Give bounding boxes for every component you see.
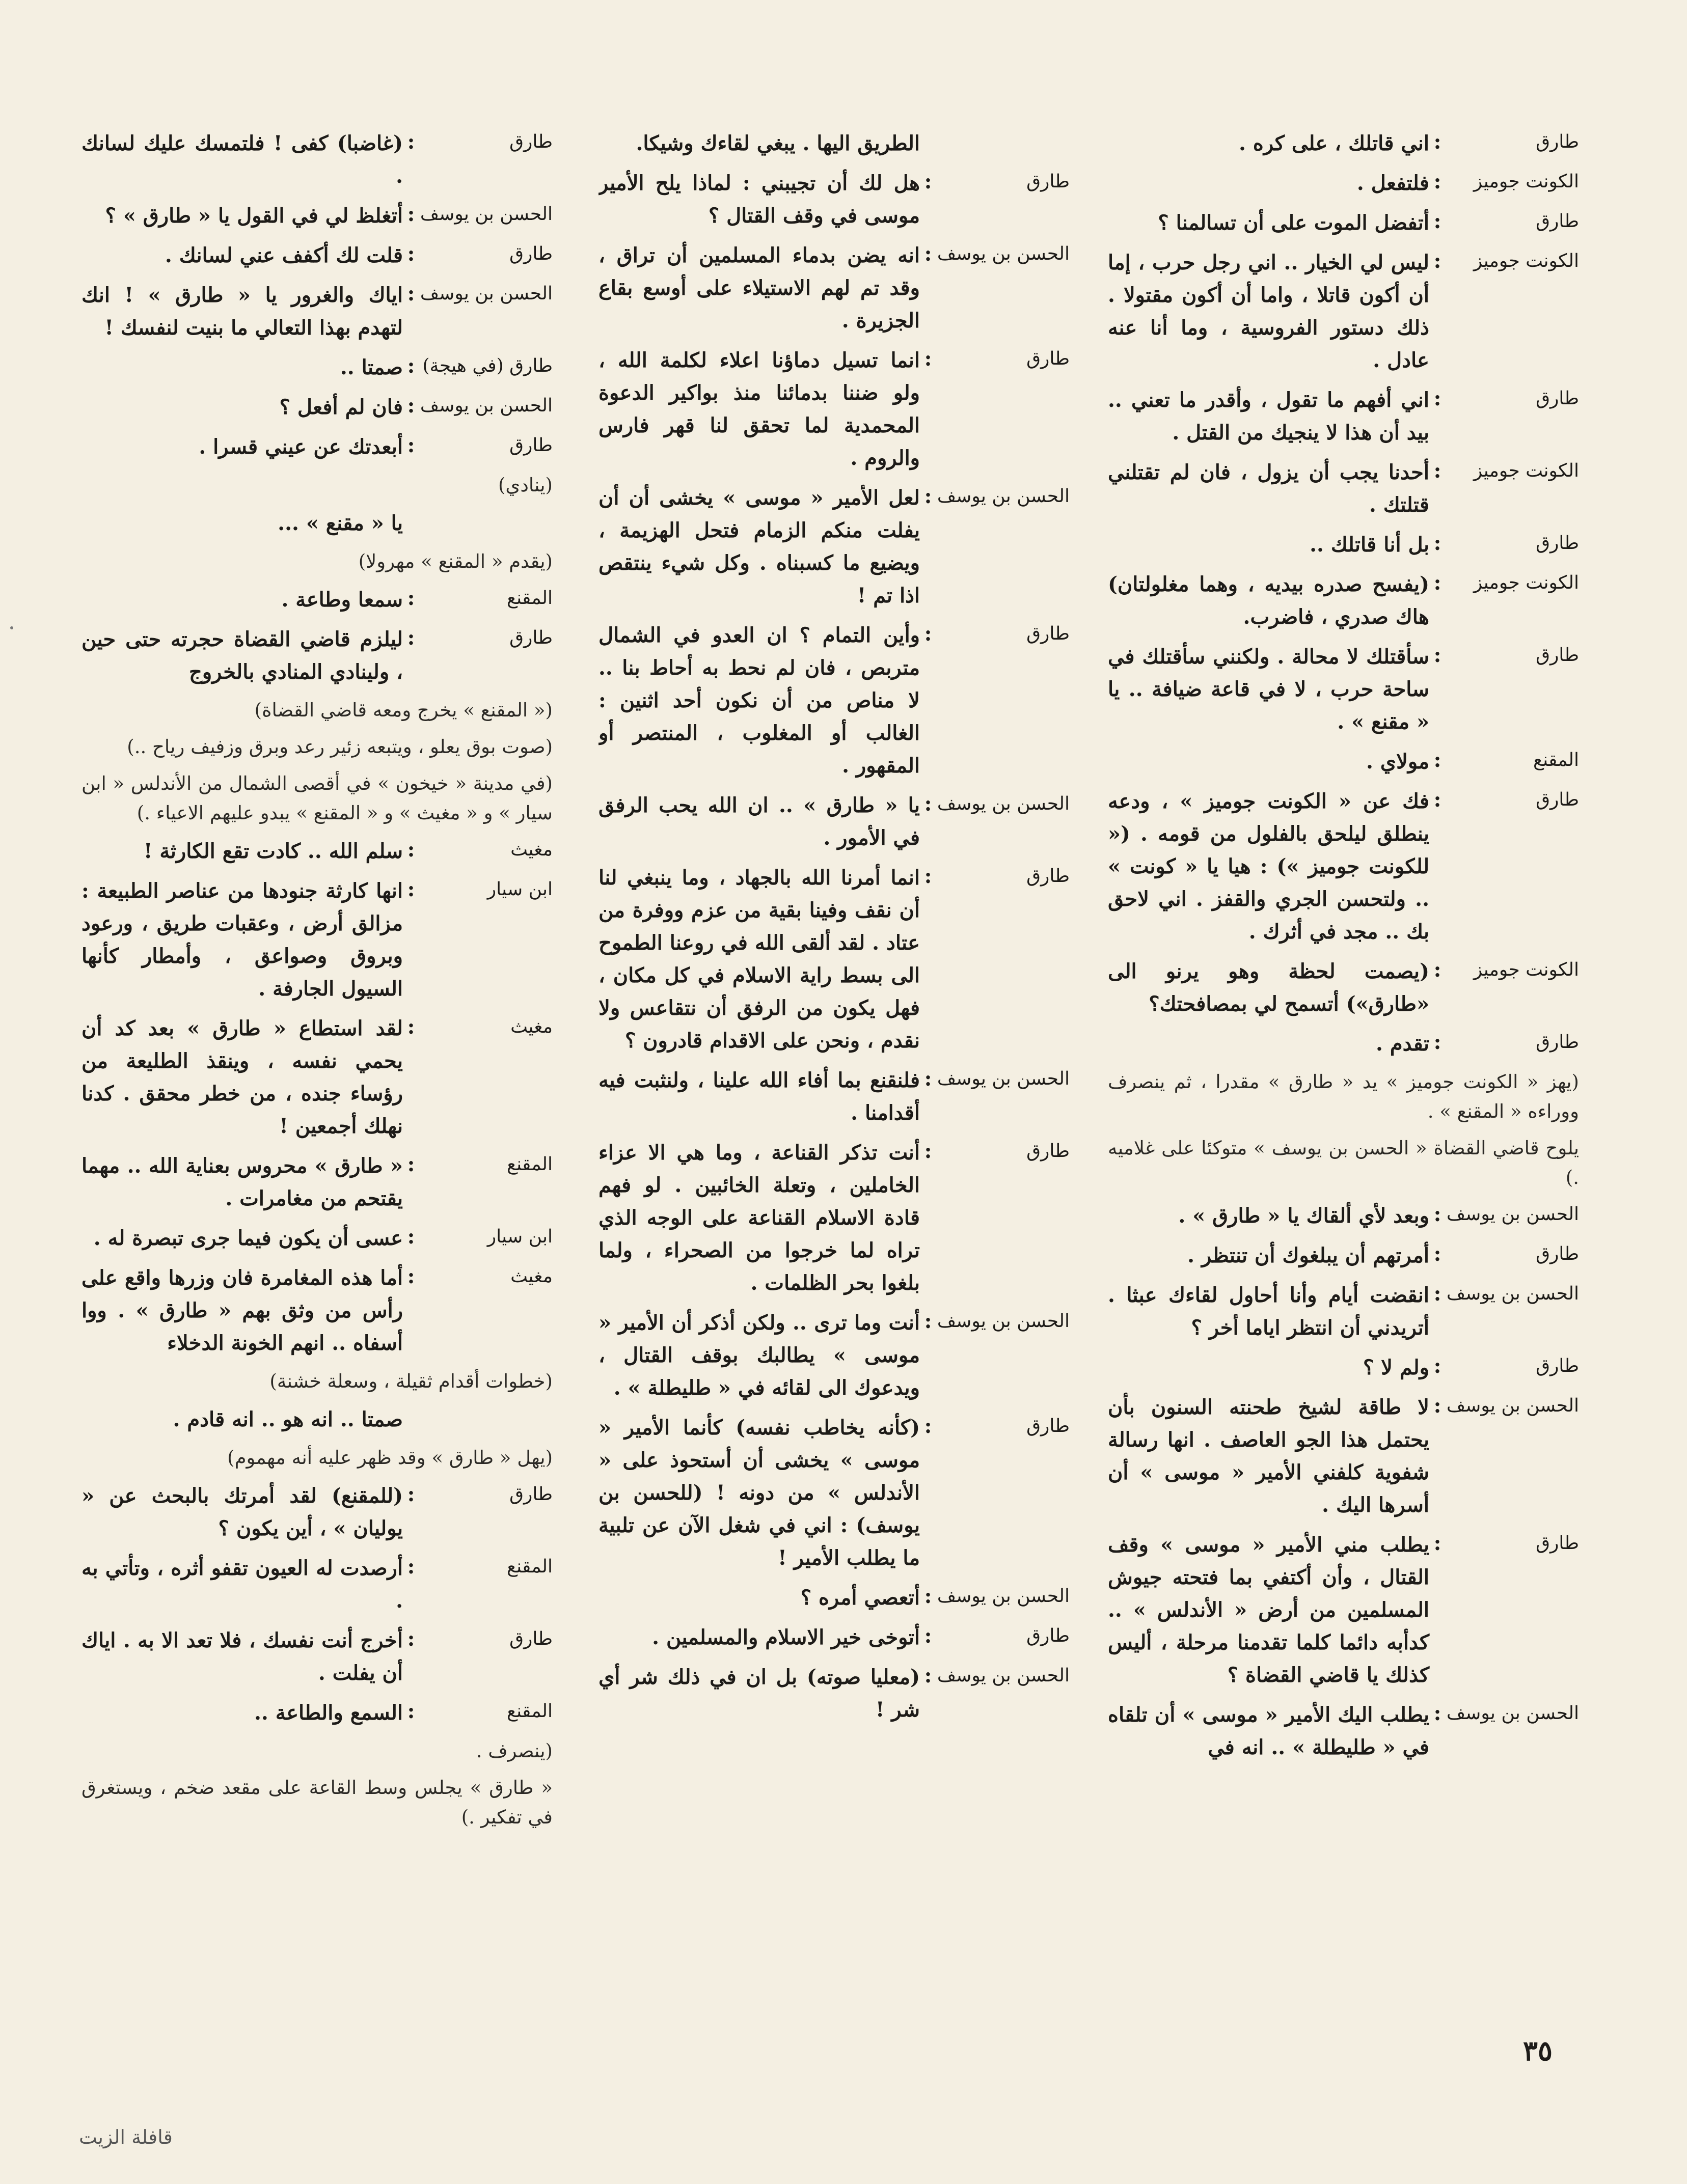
dialogue-line	[1108, 384, 1579, 449]
margin-speck	[10, 626, 13, 629]
dialogue-line	[598, 862, 1070, 1057]
stage-direction: (يهل « طارق » وقد ظهر عليه أنه مهموم)	[227, 1447, 553, 1469]
dialogue-line	[81, 127, 553, 192]
speech-text: بل أنا قاتلك ..	[1310, 533, 1429, 557]
speech-text: أمرتهم أن يبلغوك أن تنتظر .	[1187, 1243, 1429, 1267]
speaker-name: الكونت جوميز	[1473, 959, 1579, 980]
speech-text: لا طاقة لشيخ طحنته السنون بأن يحتمل هذا الجو العاصف . انها رسالة شفوية كلفني الأمير « موسى » أن أسرها اليك .	[1108, 1395, 1429, 1517]
speech-text: أتعصي أمره ؟	[800, 1586, 920, 1610]
speaker-colon: :	[407, 1152, 415, 1176]
speaker-name: طارق (في هيجة)	[422, 355, 553, 376]
speech-text: الطريق اليها . يبغي لقاءك وشيكا.	[636, 131, 920, 155]
speaker-colon: :	[1433, 1394, 1441, 1418]
stage-direction: (يقدم « المقنع » مهرولا)	[358, 550, 553, 572]
speaker-colon: :	[924, 170, 932, 193]
speaker-colon: :	[1433, 748, 1441, 772]
speaker-colon: :	[1433, 130, 1441, 154]
speaker-name: طارق	[1536, 1243, 1579, 1264]
speaker-name: طارق	[509, 1484, 553, 1505]
speaker-colon: :	[924, 1309, 932, 1333]
speaker-colon: :	[407, 1264, 415, 1288]
speech-text: أنت تذكر القناعة ، وما هي الا عزاء الخاملين ، وتعلة الخائبين . لو فهم قادة الاسلام القناعة على الوجه الذي تراه لما خرجوا من الصحراء ، ولما بلغوا بحر الظلمات .	[598, 1141, 920, 1295]
dialogue-line	[1108, 246, 1579, 377]
speaker-name: الحسن بن يوسف	[1446, 1395, 1579, 1416]
speaker-colon: :	[407, 1015, 415, 1039]
speaker-name: طارق	[509, 131, 553, 152]
speech-text: اني قاتلك ، على كره .	[1239, 131, 1429, 155]
page-number: ٣٥	[1523, 2034, 1553, 2067]
stage-direction: (ينادي)	[498, 474, 553, 496]
dialogue-line	[81, 431, 553, 463]
dialogue-line	[81, 1552, 553, 1617]
speaker-colon: :	[1433, 1282, 1441, 1306]
speech-text: انها كارثة جنودها من عناصر الطبيعة : مزالق أرض ، وعقبات طريق ، ورعود وبروق وصواعق ، وأمطار كأنها السيول الجارفة .	[81, 879, 403, 1001]
dialogue-line	[81, 279, 553, 344]
speaker-colon: :	[924, 1414, 932, 1438]
speaker-name: طارق	[1026, 623, 1070, 644]
speech-text: فان لم أفعل ؟	[279, 395, 403, 419]
dialogue-line	[81, 351, 553, 384]
speaker-name: مغيث	[510, 1016, 553, 1037]
speaker-colon: :	[924, 242, 932, 266]
speaker-colon: :	[407, 877, 415, 901]
speech-text: أتغلظ لي في القول يا « طارق » ؟	[105, 204, 403, 228]
speaker-colon: :	[1433, 1030, 1441, 1054]
speech-text: « طارق » محروس بعناية الله .. مهما يقتحم من مغامرات .	[81, 1154, 403, 1210]
dialogue-line	[81, 1150, 553, 1215]
speech-text: أرصدت له العيون تقفو أثره ، وتأتي به .	[81, 1556, 403, 1613]
speaker-colon: :	[407, 354, 415, 378]
magazine-name: قافلة الزيت	[79, 2126, 173, 2148]
speaker-name: طارق	[1536, 533, 1579, 554]
dialogue-line	[81, 391, 553, 424]
speaker-colon: :	[924, 484, 932, 508]
dialogue-line	[1108, 1028, 1579, 1060]
stage-direction: (خطوات أقدام ثقيلة ، وسعلة خشنة)	[269, 1370, 553, 1392]
speech-text: فك عن « الكونت جوميز » ، ودعه ينطلق ليلحق بالفلول من قومه . (« للكونت جوميز ») : هيا يا « كونت » .. ولتحسن الجري والقفز . اني لاحق بك .. مجد في أثرك .	[1108, 789, 1429, 944]
speaker-colon: :	[1433, 788, 1441, 812]
speech-text: فلتفعل .	[1356, 171, 1429, 195]
speaker-colon: :	[407, 394, 415, 418]
dialogue-line	[1108, 127, 1579, 160]
speech-text: أنت وما ترى .. ولكن أذكر أن الأمير « موسى » يطالبك بوقف القتال ، ويدعوك الى لقائه في « طليطلة » .	[598, 1311, 920, 1400]
speech-text: ولم لا ؟	[1363, 1356, 1429, 1379]
speaker-colon: :	[1433, 209, 1441, 233]
stage-direction: (ينصرف .	[476, 1740, 553, 1762]
speaker-name: المقنع	[506, 1701, 553, 1722]
speaker-colon: :	[924, 1624, 932, 1648]
continued-speech	[81, 507, 553, 540]
speech-text: وبعد لأي ألقاك يا « طارق » .	[1178, 1204, 1429, 1228]
speaker-colon: :	[407, 626, 415, 650]
speaker-colon: :	[407, 130, 415, 154]
speech-text: أبعدتك عن عيني قسرا .	[199, 435, 403, 459]
speaker-name: طارق	[1536, 1356, 1579, 1376]
dialogue-line	[1108, 456, 1579, 521]
speaker-name: ابن سيار	[487, 1226, 553, 1247]
dialogue-line	[81, 1262, 553, 1360]
speaker-colon: :	[407, 838, 415, 862]
speech-text: يا « طارق » .. ان الله يحب الرفق في الأمور .	[598, 793, 920, 850]
speaker-colon: :	[407, 433, 415, 457]
dialogue-line	[1108, 955, 1579, 1020]
speaker-name: طارق	[1026, 171, 1070, 192]
speech-text: صمتا ..	[340, 355, 403, 379]
speaker-name: الحسن بن يوسف	[937, 1665, 1070, 1686]
speaker-name: مغيث	[510, 839, 553, 860]
speaker-name: طارق	[1026, 1625, 1070, 1646]
speech-text: (يفسح صدره بيديه ، وهما مغلولتان) هاك صدري ، فاضرب.	[1108, 572, 1429, 629]
speaker-colon: :	[407, 202, 415, 226]
speech-text: أما هذه المغامرة فان وزرها واقع على رأس من وثق بهم « طارق » . ووا أسفاه .. انهم الخونة الدخلاء	[81, 1266, 403, 1355]
speaker-colon: :	[1433, 170, 1441, 193]
speech-text: انما تسيل دماؤنا اعلاء لكلمة الله ، ولو ضننا بدمائنا منذ بواكير الدعوة المحمدية لما تحقق لنا قهر فارس والروم .	[598, 348, 920, 470]
speaker-name: طارق	[1536, 1032, 1579, 1053]
speaker-colon: :	[1433, 1354, 1441, 1378]
dialogue-line	[1108, 529, 1579, 561]
speech-text: فلنقنع بما أفاء الله علينا ، ولنثبت فيه أقدامنا .	[598, 1068, 920, 1125]
speaker-name: الحسن بن يوسف	[937, 1586, 1070, 1607]
speaker-colon: :	[407, 1699, 415, 1723]
speaker-name: الحسن بن يوسف	[420, 204, 553, 225]
speaker-colon: :	[407, 242, 415, 266]
dialogue-line	[1108, 167, 1579, 200]
dialogue-line	[81, 1624, 553, 1690]
dialogue-line	[81, 1480, 553, 1545]
dialogue-line	[598, 167, 1070, 232]
speech-text: انقضت أيام وأنا أحاول لقاءك عبثا . أتريدني أن انتظر اياما أخر ؟	[1108, 1283, 1429, 1340]
dialogue-line	[598, 344, 1070, 475]
speech-text: اني أفهم ما تقول ، وأقدر ما تعني .. بيد أن هذا لا ينجيك من القتل .	[1108, 388, 1429, 445]
dialogue-line	[1108, 568, 1579, 633]
dialogue-line	[81, 875, 553, 1005]
dialogue-line	[598, 1412, 1070, 1574]
speech-text: (للمقنع) لقد أمرتك بالبحث عن « يوليان » ، أين يكون ؟	[81, 1484, 403, 1540]
stage-direction: « طارق » يجلس وسط القاعة على مقعد ضخم ، ويستغرق في تفكير .)	[81, 1777, 553, 1828]
speaker-name: طارق	[509, 243, 553, 264]
dialogue-line	[598, 1621, 1070, 1654]
speech-text: (معليا صوته) بل ان في ذلك شر أي شر !	[598, 1665, 920, 1722]
speaker-name: الحسن بن يوسف	[937, 1311, 1070, 1332]
speech-text: اياك والغرور يا « طارق » ! انك لتهدم بهذا التعالي ما بنيت لنفسك !	[81, 283, 403, 340]
speech-text: أتوخى خير الاسلام والمسلمين .	[652, 1625, 920, 1649]
speech-text: أحدنا يجب أن يزول ، فان لم تقتلني قتلتك .	[1108, 460, 1429, 517]
speaker-colon: :	[1433, 1242, 1441, 1266]
speaker-name: ابن سيار	[487, 879, 553, 900]
speaker-colon: :	[924, 622, 932, 646]
speaker-name: الحسن بن يوسف	[937, 793, 1070, 814]
speaker-colon: :	[924, 1139, 932, 1163]
dialogue-line	[1108, 1529, 1579, 1692]
speech-text: ليس لي الخيار .. اني رجل حرب ، إما أن أكون قاتلا ، واما أن أكون مقتولا . ذلك دستور الفروسية ، وما أنا عنه عادل .	[1108, 251, 1429, 372]
continued-speech	[598, 127, 1070, 160]
speech-text: سمعا وطاعة .	[281, 588, 403, 612]
speech-text: سلم الله .. كادت تقع الكارثة !	[143, 839, 403, 863]
dialogue-line	[81, 1222, 553, 1255]
speaker-name: الحسن بن يوسف	[937, 1068, 1070, 1089]
stage-direction: يلوح قاضي القضاة « الحسن بن يوسف » متوكئا على غلاميه .)	[1108, 1137, 1579, 1188]
speaker-name: المقنع	[506, 1556, 553, 1577]
speaker-colon: :	[1433, 571, 1441, 595]
speaker-name: الحسن بن يوسف	[420, 283, 553, 304]
speaker-name: طارق	[1026, 348, 1070, 369]
continued-speech	[81, 1403, 553, 1436]
speaker-name: طارق	[1536, 789, 1579, 810]
speaker-name: طارق	[1536, 388, 1579, 409]
speech-text: وأين التمام ؟ ان العدو في الشمال متربص ، فان لم نحط به أحاط بنا .. لا مناص من أن نكون أحد اثنين : الغالب أو المغلوب ، المنتصر أو المقهور .	[598, 623, 920, 778]
speaker-name: طارق	[1536, 211, 1579, 232]
dialogue-line	[1108, 1279, 1579, 1344]
dialogue-line	[598, 482, 1070, 612]
speech-text: السمع والطاعة ..	[254, 1701, 403, 1725]
speaker-colon: :	[1433, 1701, 1441, 1725]
speaker-colon: :	[1433, 1531, 1441, 1555]
speech-text: لقد استطاع « طارق » بعد كد أن يحمي نفسه ، وينقذ الطليعة من رؤساء جنده ، من خطر محقق . كدنا نهلك أجمعين !	[81, 1016, 403, 1138]
dialogue-line	[1108, 1200, 1579, 1232]
stage-direction: (يهز « الكونت جوميز » يد « طارق » مقدرا ، ثم ينصرف ووراءه « المقنع » .	[1108, 1071, 1579, 1122]
speaker-colon: :	[1433, 386, 1441, 410]
speaker-name: الكونت جوميز	[1473, 171, 1579, 192]
speaker-name: الكونت جوميز	[1473, 572, 1579, 593]
dialogue-line	[598, 789, 1070, 854]
speech-text: ليلزم قاضي القضاة حجرته حتى حين ، ولينادي المنادي بالخروج	[81, 627, 403, 684]
speaker-colon: :	[1433, 249, 1441, 273]
speaker-name: طارق	[1026, 1416, 1070, 1436]
dialogue-line	[81, 239, 553, 272]
speaker-name: طارق	[509, 435, 553, 456]
speech-text: انه يضن بدماء المسلمين أن تراق ، وقد تم لهم الاستيلاء على أوسع بقاع الجزيرة .	[598, 243, 920, 333]
speaker-name: المقنع	[506, 1154, 553, 1175]
speech-text: (كأنه يخاطب نفسه) كأنما الأمير « موسى » يخشى أن أستحوذ على « الأندلس » من دونه ! (للحسن بن يوسف) : اني في شغل الآن عن تلبية ما يطلب الأمير !	[598, 1416, 920, 1570]
dialogue-line	[1108, 1239, 1579, 1272]
speech-text: (غاضبا) كفى ! فلتمسك عليك لسانك .	[81, 131, 403, 188]
speaker-colon: :	[1433, 643, 1441, 667]
speech-text: انما أمرنا الله بالجهاد ، وما ينبغي لنا أن نقف وفينا بقية من عزم ووفرة من عتاد . لقد ألقى الله في روعنا الطموح الى بسط راية الاسلام في كل مكان ، فهل يكون من الرفق أن نتقاعس ولا نقدم ، ونحن على الاقدام قادرون ؟	[598, 866, 920, 1053]
speaker-colon: :	[924, 864, 932, 888]
speaker-name: الحسن بن يوسف	[937, 486, 1070, 507]
speaker-name: طارق	[1026, 866, 1070, 887]
speech-text: أخرج أنت نفسك ، فلا تعد الا به . اياك أن يفلت .	[81, 1628, 403, 1685]
dialogue-line	[1108, 745, 1579, 778]
speaker-colon: :	[924, 1584, 932, 1608]
dialogue-line	[598, 619, 1070, 782]
speech-text: مولاي .	[1366, 750, 1429, 773]
speaker-colon: :	[407, 282, 415, 306]
speaker-name: الحسن بن يوسف	[420, 395, 553, 416]
dialogue-line	[1108, 1391, 1579, 1522]
dialogue-line	[1108, 641, 1579, 738]
speaker-name: الكونت جوميز	[1473, 460, 1579, 481]
speech-text: عسى أن يكون فيما جرى تبصرة له .	[93, 1226, 403, 1250]
stage-direction: (في مدينة « خيخون » في أقصى الشمال من الأندلس « ابن سيار » و « مغيث » و « المقنع » يبدو عليهم الاعياء .)	[81, 772, 553, 824]
text-column-middle	[598, 127, 1070, 2022]
dialogue-line	[81, 623, 553, 688]
dialogue-line	[598, 1661, 1070, 1726]
speech-text: لعل الأمير « موسى » يخشى أن أن يفلت منكم الزمام فتحل الهزيمة ، ويضيع ما كسبناه . وكل شيء ينتقص اذا تم !	[598, 486, 920, 607]
speech-text: هل لك أن تجيبني : لماذا يلح الأمير موسى في وقف القتال ؟	[598, 171, 920, 228]
dialogue-line	[81, 835, 553, 868]
text-column-left	[81, 127, 553, 2022]
speech-text: قلت لك أكفف عني لسانك .	[165, 243, 403, 267]
speaker-colon: :	[1433, 459, 1441, 483]
speaker-name: طارق	[509, 1628, 553, 1649]
speaker-colon: :	[1433, 531, 1441, 555]
speaker-colon: :	[407, 1627, 415, 1651]
dialogue-line	[81, 200, 553, 232]
dialogue-line	[598, 1137, 1070, 1300]
speaker-name: طارق	[1536, 1533, 1579, 1554]
dialogue-line	[81, 1697, 553, 1729]
speaker-name: الحسن بن يوسف	[1446, 1703, 1579, 1724]
speaker-colon: :	[407, 1555, 415, 1579]
speaker-colon: :	[407, 1482, 415, 1506]
speech-text: يطلب اليك الأمير « موسى » أن تلقاه في « طليطلة » .. انه في	[1108, 1703, 1429, 1759]
speaker-name: الحسن بن يوسف	[937, 243, 1070, 264]
speaker-name: طارق	[509, 627, 553, 648]
speaker-colon: :	[924, 347, 932, 371]
text-column-right	[1108, 127, 1579, 2022]
dialogue-line	[1108, 207, 1579, 239]
speaker-colon: :	[924, 1067, 932, 1091]
speaker-colon: :	[407, 586, 415, 610]
speaker-colon: :	[924, 792, 932, 816]
speaker-name: مغيث	[510, 1266, 553, 1287]
dialogue-line	[598, 1307, 1070, 1404]
speaker-colon: :	[1433, 1202, 1441, 1226]
stage-direction: (صوت بوق يعلو ، ويتبعه زئير رعد وبرق وزفيف رياح ..)	[127, 736, 553, 758]
speaker-name: طارق	[1536, 645, 1579, 666]
stage-direction: (« المقنع » يخرج ومعه قاضي القضاة)	[254, 699, 553, 721]
speech-text: أتفضل الموت على أن تسالمنا ؟	[1158, 211, 1429, 235]
dialogue-line	[598, 1064, 1070, 1129]
speaker-colon: :	[407, 1225, 415, 1249]
speaker-name: طارق	[1026, 1141, 1070, 1162]
speaker-name: المقنع	[1533, 750, 1579, 770]
speech-text: تقدم .	[1376, 1032, 1429, 1056]
dialogue-line	[1108, 785, 1579, 948]
dialogue-line	[1108, 1351, 1579, 1384]
speaker-colon: :	[1433, 958, 1441, 982]
speech-text: (يصمت لحظة وهو يرنو الى «طارق») أتسمح لي بمصافحتك؟	[1108, 959, 1429, 1016]
dialogue-line	[81, 584, 553, 616]
speech-text: يا « مقنع » ...	[278, 511, 403, 535]
dialogue-line	[598, 1582, 1070, 1614]
speaker-name: الحسن بن يوسف	[1446, 1204, 1579, 1225]
speaker-name: الحسن بن يوسف	[1446, 1283, 1579, 1304]
dialogue-line	[598, 239, 1070, 337]
speech-text: يطلب مني الأمير « موسى » وقف القتال ، وأن أكتفي بما فتحته جيوش المسلمين من أرض « الأندلس » .. كدأبه دائما كلما تقدمنا مرحلة ، أليس كذلك يا قاضي القضاة ؟	[1108, 1533, 1429, 1687]
speech-text: صمتا .. انه هو .. انه قادم .	[173, 1407, 403, 1431]
speaker-name: المقنع	[506, 588, 553, 609]
dialogue-line	[81, 1012, 553, 1143]
speech-text: سأقتلك لا محالة . ولكنني سأقتلك في ساحة حرب ، لا في قاعة ضيافة .. يا « مقنع » .	[1108, 645, 1429, 734]
speaker-colon: :	[924, 1664, 932, 1688]
dialogue-line	[1108, 1699, 1579, 1764]
speaker-name: طارق	[1536, 131, 1579, 152]
speaker-name: الكونت جوميز	[1473, 251, 1579, 271]
